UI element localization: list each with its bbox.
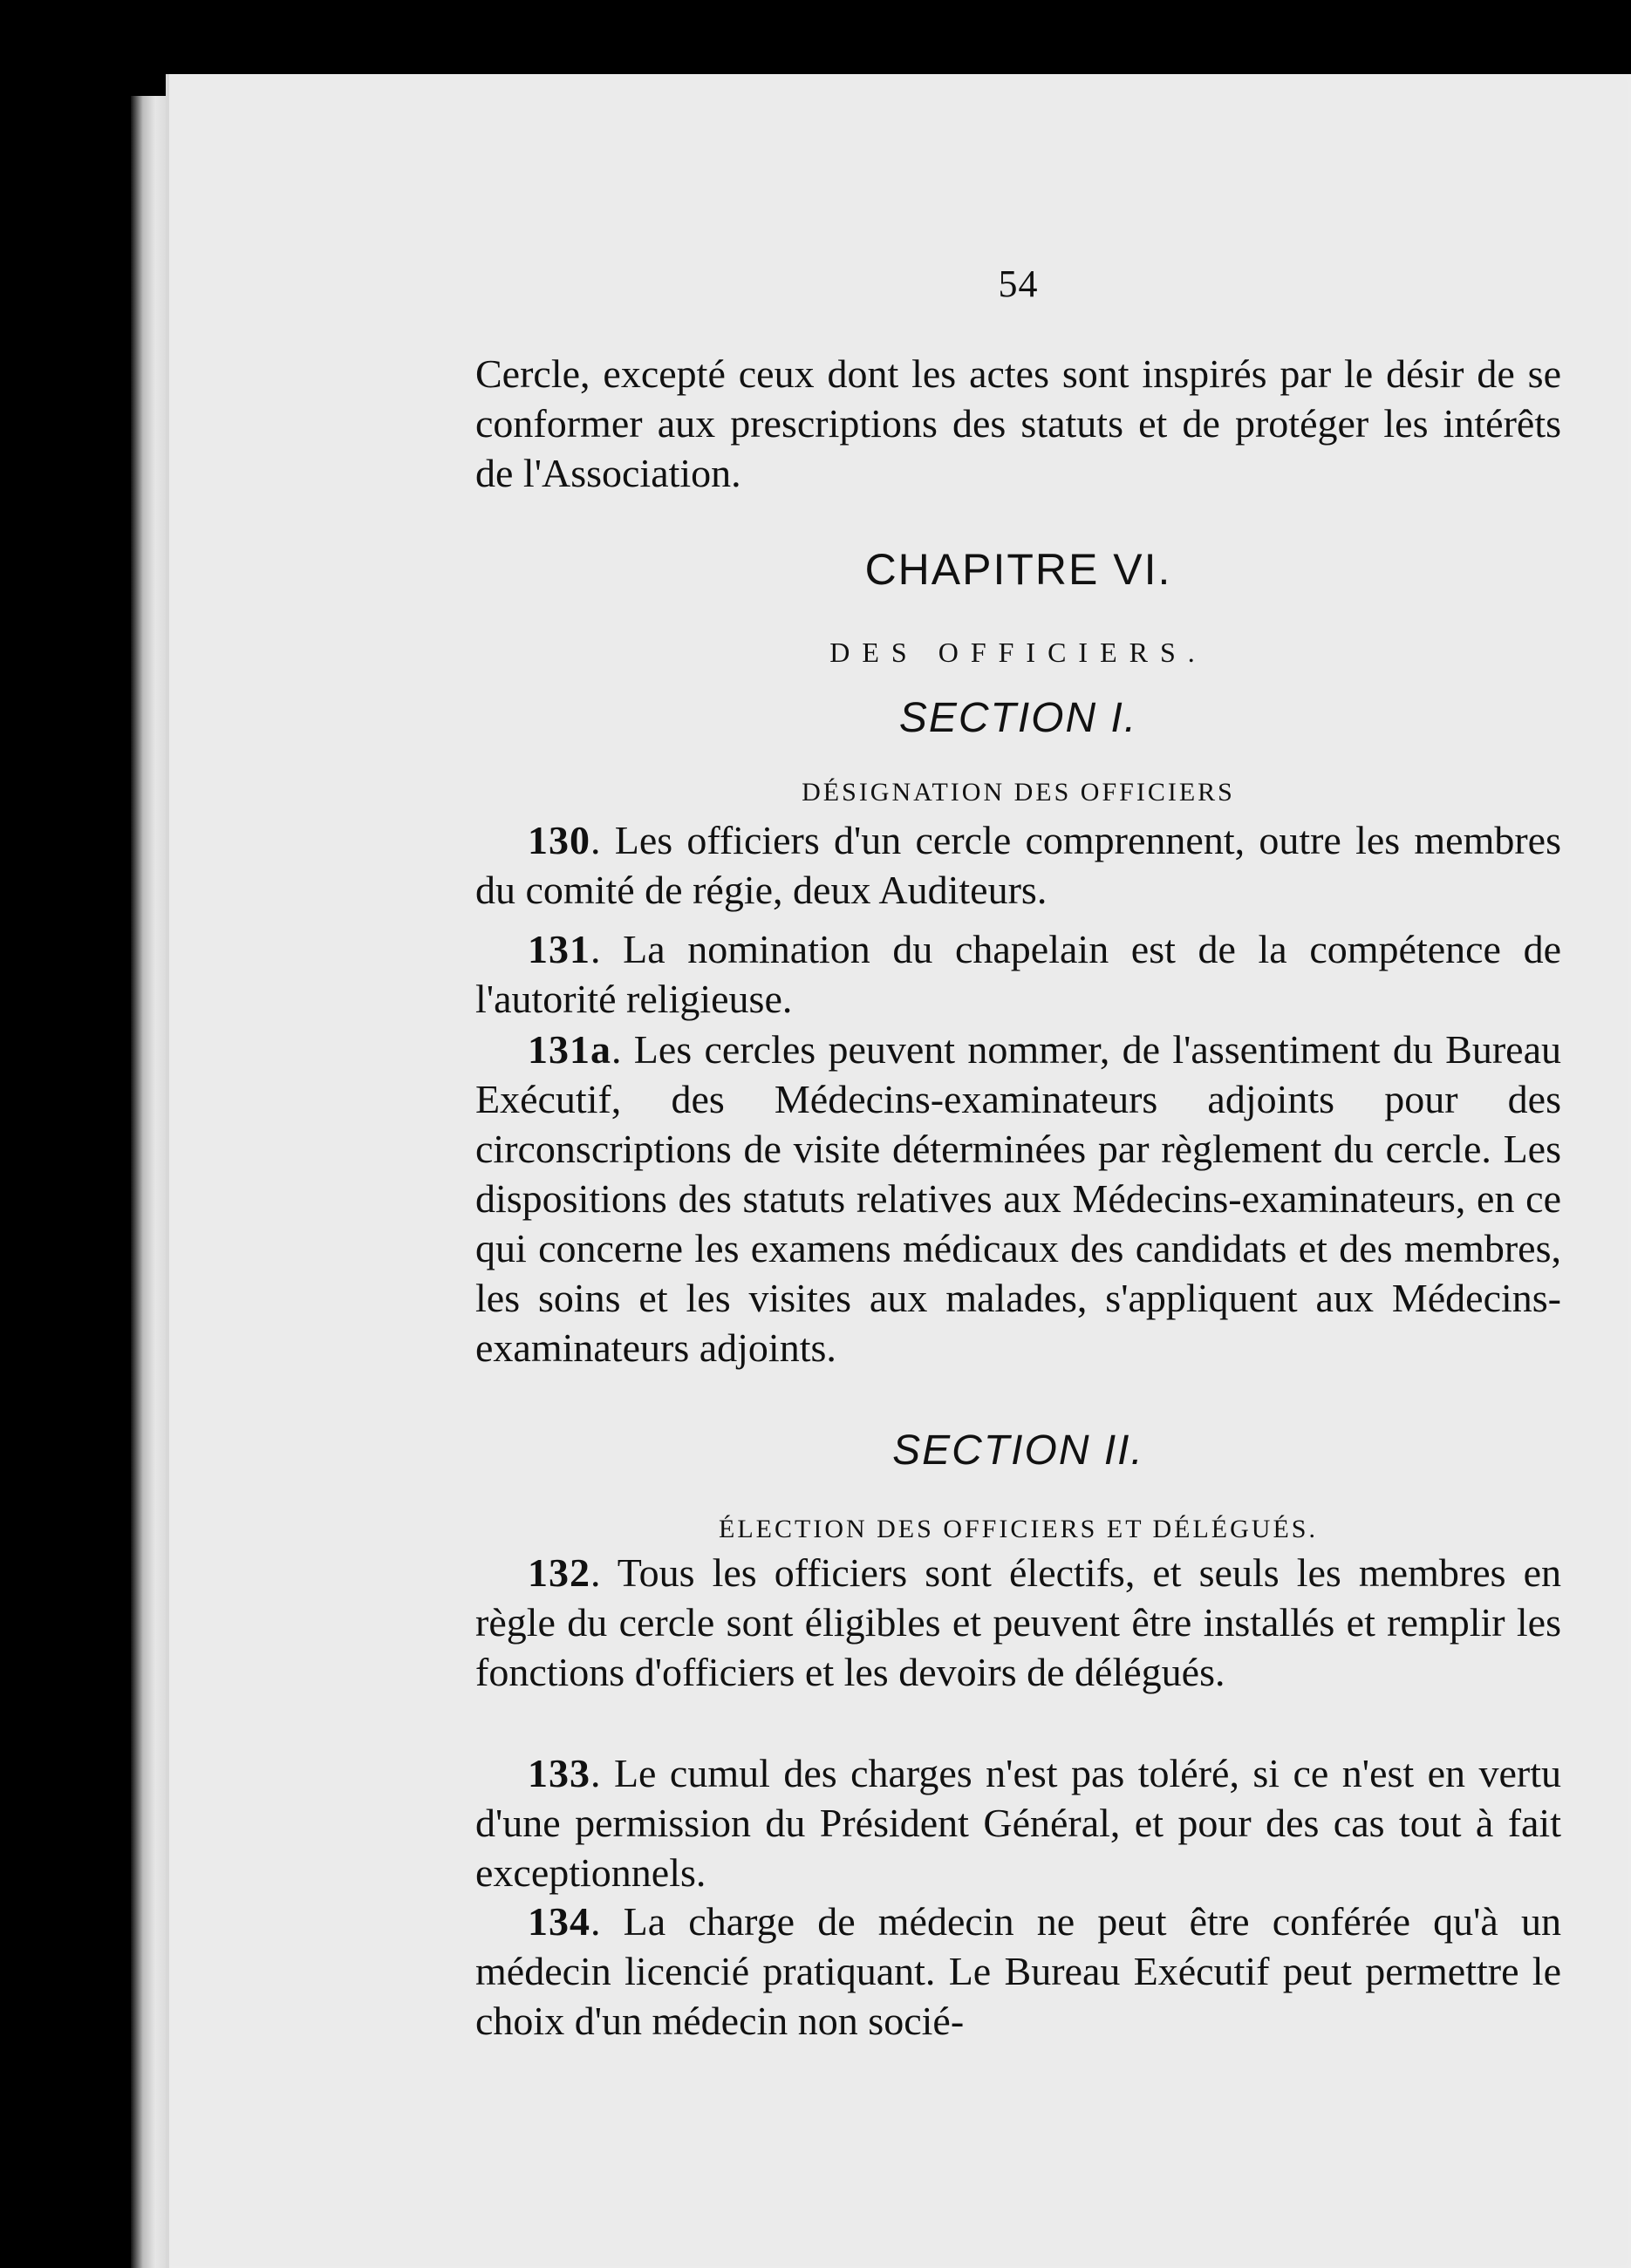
article-number: 132 xyxy=(528,1550,590,1595)
article-131a xyxy=(475,1025,1561,1372)
section-1-title: SECTION I. xyxy=(898,695,1138,741)
section-2-title: SECTION II. xyxy=(892,1427,1144,1474)
article-number: 134 xyxy=(528,1899,590,1944)
section-1-heading xyxy=(475,693,1561,743)
article-130 xyxy=(475,815,1561,915)
article-text: . Le cumul des charges n'est pas toléré, si ce n'est en vertu d'une permission du Président Général, et pour des cas tout à fait exceptionnels. xyxy=(475,1751,1561,1895)
article-text: . La charge de médecin ne peut être conférée qu'à un médecin licencié pratiquant. Le Bureau Exécutif peut permettre le choix d'un médecin non socié- xyxy=(475,1899,1561,2043)
article-133 xyxy=(475,1748,1561,1897)
article-133-block xyxy=(475,1748,1561,1897)
chapter-subtitle: DES OFFICIERS. xyxy=(829,637,1207,668)
article-134 xyxy=(475,1897,1561,2046)
section-1-subtitle: DÉSIGNATION DES OFFICIERS xyxy=(802,778,1235,807)
article-text: . Les cercles peuvent nommer, de l'assentiment du Bureau Exécutif, des Médecins-examinateurs adjoints pour des circonscriptions de visite déterminées par règlement du cercle. Les dispositions des statuts relatives aux Médecins-examinateurs, en ce qui concerne les examens médicaux des candidats et des membres, les soins et les visites aux malades, s'appliquent aux Médecins-examinateurs adjoints. xyxy=(475,1027,1561,1370)
section-2-subheading xyxy=(475,1504,1561,1554)
article-text: . Les officiers d'un cercle comprennent, outre les membres du comité de régie, deux Auditeurs. xyxy=(475,818,1561,912)
article-132 xyxy=(475,1548,1561,1697)
section-1-subheading xyxy=(475,767,1561,817)
section-2-subtitle: ÉLECTION DES OFFICIERS ET DÉLÉGUÉS. xyxy=(719,1515,1318,1543)
section-2-heading xyxy=(475,1426,1561,1475)
article-131a-block xyxy=(475,1025,1561,1372)
chapter-title: CHAPITRE VI. xyxy=(864,545,1172,594)
article-130-block xyxy=(475,815,1561,915)
article-text: . La nomination du chapelain est de la compétence de l'autorité religieuse. xyxy=(475,927,1561,1021)
article-number: 133 xyxy=(528,1751,590,1795)
article-number: 131a xyxy=(528,1027,611,1072)
page-number: 54 xyxy=(998,262,1039,305)
chapter-heading xyxy=(475,545,1561,595)
page-edge xyxy=(131,96,166,2268)
page-body xyxy=(475,349,1561,498)
article-131 xyxy=(475,924,1561,1024)
chapter-subheading xyxy=(475,628,1561,678)
article-134-block xyxy=(475,1897,1561,2046)
article-number: 131 xyxy=(528,927,590,971)
intro-paragraph: Cercle, excepté ceux dont les actes sont inspirés par le désir de se conformer aux prescriptions des statuts et de protéger les intérêts de l'Association. xyxy=(475,351,1561,495)
article-text: . Tous les officiers sont électifs, et seuls les membres en règle du cercle sont éligibles et peuvent être installés et remplir les fonctions d'officiers et les devoirs de délégués. xyxy=(475,1550,1561,1694)
article-131-block xyxy=(475,924,1561,1024)
article-132-block xyxy=(475,1548,1561,1697)
article-number: 130 xyxy=(528,818,590,862)
